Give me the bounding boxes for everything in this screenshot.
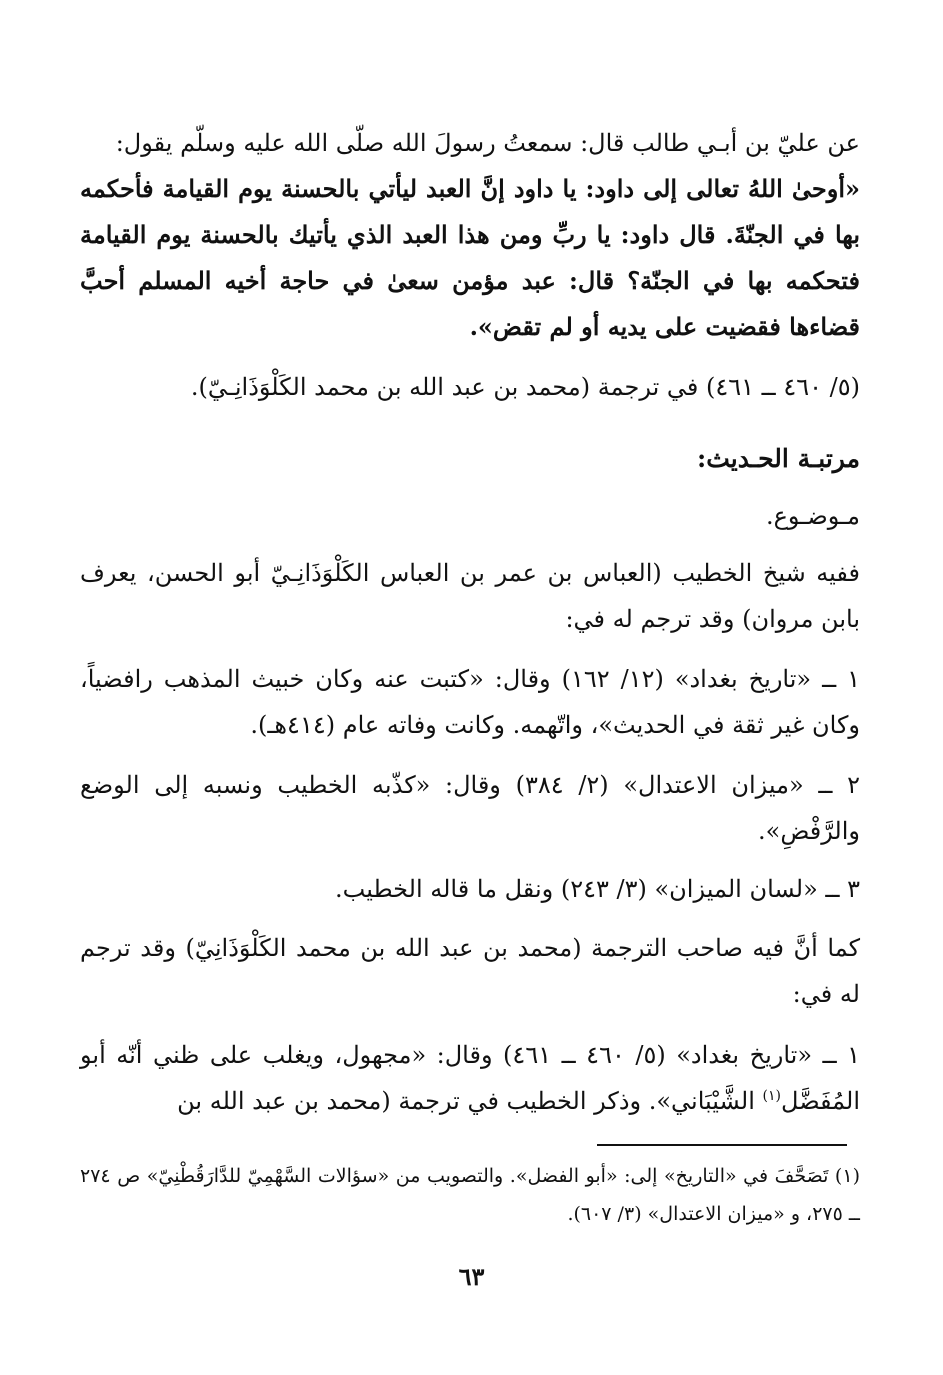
- hadith-source: (٥/ ٤٦٠ ــ ٤٦١) في ترجمة (محمد بن عبد الله بن محمد الكَلْوَذَانِـيّ).: [190, 373, 860, 401]
- analysis-paragraph: ففيه شيخ الخطيب (العباس بن عمر بن العباس الكَلْوَذَانِـيّ أبو الحسن، يعرف بابن مروان) وقد ترجم له في:: [80, 559, 860, 633]
- hadith-text: «أوحىٰ اللهُ تعالى إلى داود: يا داود إنَّ العبد ليأتي بالحسنة يوم القيامة فأحكمه بها في الجنّةَ. قال داود: يا ربِّ ومن هذا العبد الذي يأتيك بالحسنة يوم القيامة فتحكمه بها في الجنّة؟ قال: عبد مؤمن سعىٰ في حاجة أخيه المسلم أحبَّ قضاءها فقضيت على يديه أو لم تقض».: [80, 174, 860, 341]
- grade-heading: مرتبـة الحـديث:: [696, 444, 860, 473]
- source-item-2: ٢ ــ «ميزان الاعتدال» (٢/ ٣٨٤) وقال: «كذّبه الخطيب ونسبه إلى الوضع والرَّفْضِ».: [80, 771, 861, 845]
- source-item-4-text: ١ ــ «تاريخ بغداد» (٥/ ٤٦٠ ــ ٤٦١) وقال: «مجهول، ويغلب على ظني أنّه أبو المُفَضَّل: [80, 1041, 860, 1115]
- analysis-paragraph-2: كما أنَّ فيه صاحب الترجمة (محمد بن عبد الله بن محمد الكَلْوَذَانِيّ) وقد ترجم له في:: [80, 934, 860, 1008]
- source-item-3: ٣ ــ «لسان الميزان» (٣/ ٢٤٣) ونقل ما قاله الخطيب.: [335, 875, 860, 903]
- grade-verdict: مـوضـوع.: [765, 502, 860, 530]
- page-number: ٦٣: [458, 1262, 485, 1291]
- source-item-1: ١ ــ «تاريخ بغداد» (١٢/ ١٦٢) وقال: «كتبت عنه وكان خبيث المذهب رافضياً، وكان غير ثقة في الحديث»، واتّهمه. وكانت وفاته عام (٤١٤هـ).: [80, 665, 860, 739]
- footnote-divider: [597, 1144, 847, 1146]
- hadith-intro: عن عليّ بن أبـي طالب قال: سمعتُ رسولَ الله صلّى الله عليه وسلّم يقول:: [115, 129, 860, 157]
- footnote-reference[interactable]: (١): [762, 1088, 782, 1104]
- source-item-4-continued: الشَّيْبَاني». وذكر الخطيب في ترجمة (محمد بن عبد الله بن: [177, 1087, 763, 1115]
- footnote: (١) تَصَحَّفَ في «التاريخ» إلى: «أبو الفضل». والتصويب من «سؤالات السَّهْمِيّ للدَّارَقُطْنِيّ» ص ٢٧٤ ــ ٢٧٥، و «ميزان الاعتدال» (٣/ ٦٠٧).: [80, 1165, 860, 1225]
- source-item-4: [80, 1032, 860, 1124]
